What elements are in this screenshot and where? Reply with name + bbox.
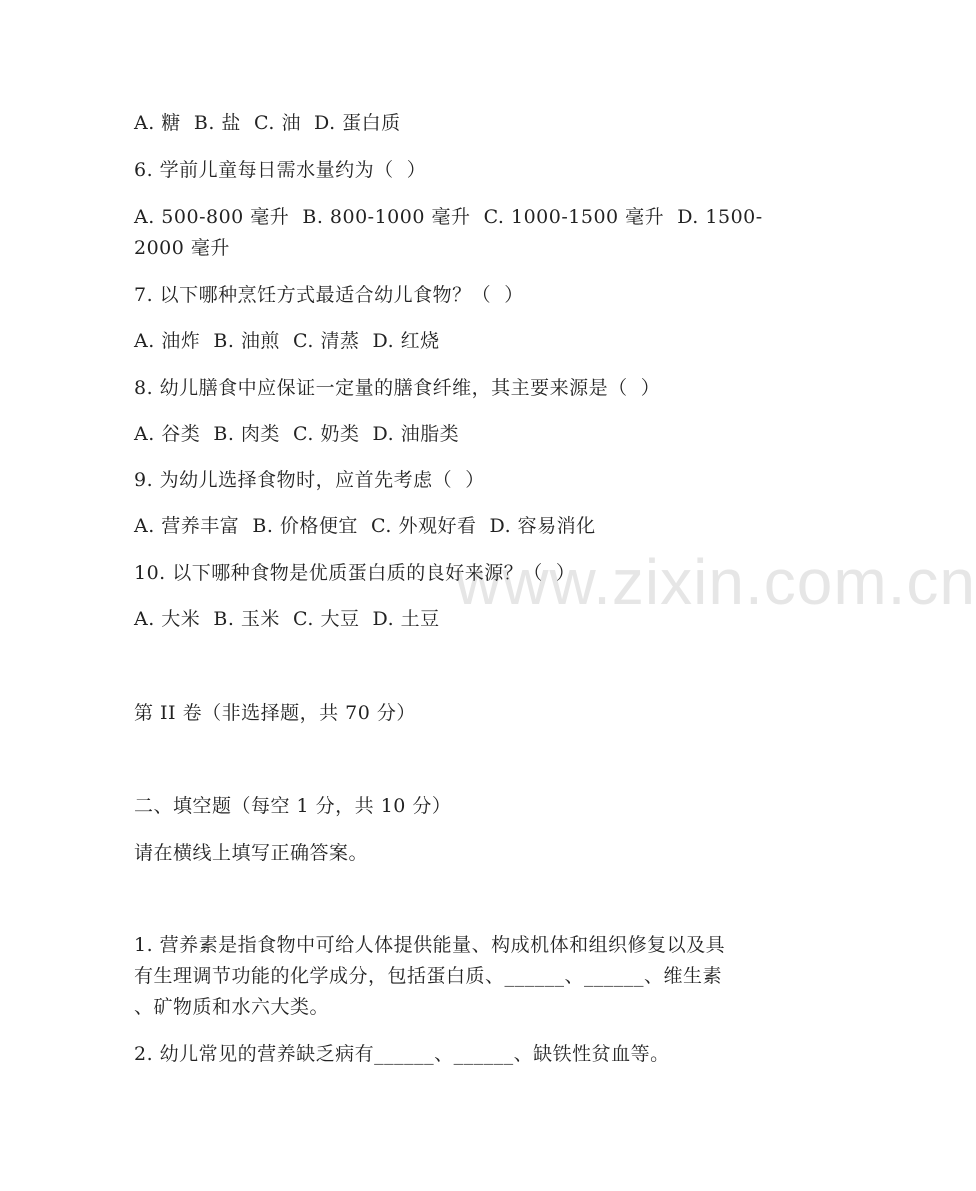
fill2-line1: 2. 幼儿常见的营养缺乏病有______、______、缺铁性贫血等。 xyxy=(134,1043,670,1065)
q9-options: A. 营养丰富 B. 价格便宜 C. 外观好看 D. 容易消化 xyxy=(134,515,596,537)
watermark: www.zixin.com.cn xyxy=(455,546,976,618)
fill1-line1: 1. 营养素是指食物中可给人体提供能量、构成机体和组织修复以及具 xyxy=(134,934,726,956)
fill1-line2: 有生理调节功能的化学成分，包括蛋白质、______、______、维生素 xyxy=(134,965,723,987)
q6-options-line2: 2000 毫升 xyxy=(134,237,230,259)
q6-options-line1: A. 500-800 毫升 B. 800-1000 毫升 C. 1000-1500 毫升 D. 1500- xyxy=(134,206,763,228)
q7-options: A. 油炸 B. 油煎 C. 清蒸 D. 红烧 xyxy=(134,330,440,352)
q10-options: A. 大米 B. 玉米 C. 大豆 D. 土豆 xyxy=(134,608,440,630)
part2-title: 第 II 卷（非选择题，共 70 分） xyxy=(134,702,416,724)
section2-title: 二、填空题（每空 1 分，共 10 分） xyxy=(134,795,452,817)
q6-question: 6. 学前儿童每日需水量约为（ ） xyxy=(134,159,427,181)
section2-instruction: 请在横线上填写正确答案。 xyxy=(134,842,369,864)
q7-question: 7. 以下哪种烹饪方式最适合幼儿食物？（ ） xyxy=(134,284,524,306)
q9-question: 9. 为幼儿选择食物时，应首先考虑（ ） xyxy=(134,469,485,491)
fill1-line3: 、矿物质和水六大类。 xyxy=(134,996,330,1018)
q10-question: 10. 以下哪种食物是优质蛋白质的良好来源？（ ） xyxy=(134,562,576,584)
q8-question: 8. 幼儿膳食中应保证一定量的膳食纤维，其主要来源是（ ） xyxy=(134,377,661,399)
q8-options: A. 谷类 B. 肉类 C. 奶类 D. 油脂类 xyxy=(134,423,460,445)
q5-options: A. 糖 B. 盐 C. 油 D. 蛋白质 xyxy=(134,112,401,134)
